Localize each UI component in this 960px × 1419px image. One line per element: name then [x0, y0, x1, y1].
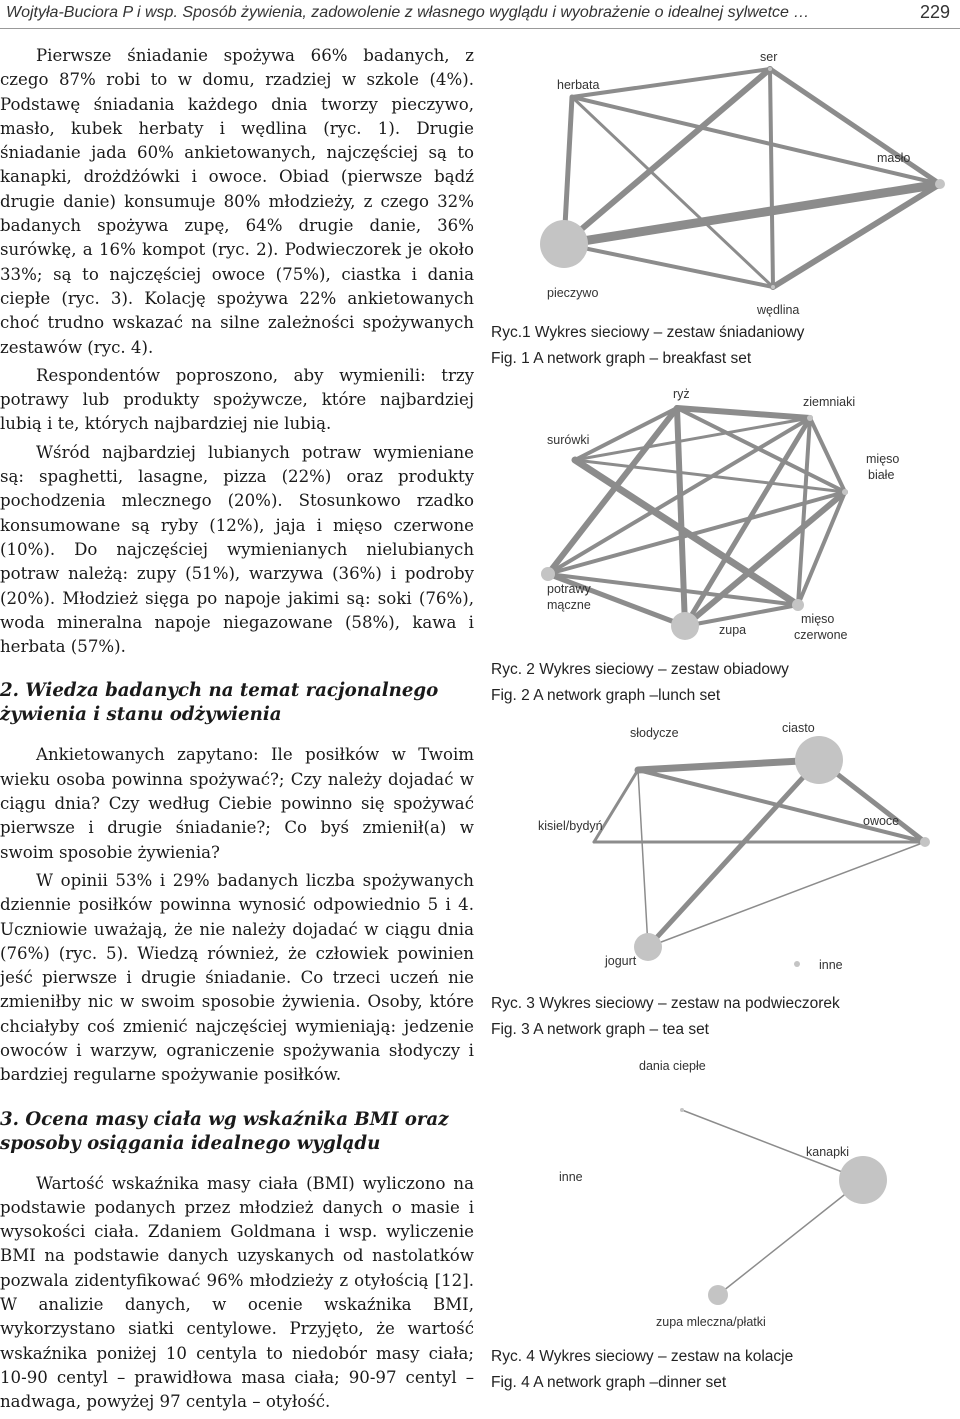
- edge-ziemniaki-mieso-biale: [810, 418, 845, 492]
- label-ciasto: ciasto: [782, 721, 815, 735]
- node-pieczywo: [540, 220, 588, 268]
- node-kanapki: [839, 1156, 887, 1204]
- label-mieso-biale-2: białe: [868, 468, 895, 482]
- label-jogurt: jogurt: [605, 954, 637, 968]
- edge-kanapki-zupa: [718, 1180, 863, 1295]
- running-title: Wojtyła-Buciora P i wsp. Sposób żywienia, zadowolenie z własnego wyglądu i wyobrażenie o idealnej sylwetce …: [6, 4, 810, 21]
- edge-slodycze-ciasto: [638, 760, 819, 770]
- edge-herbata-maslo: [572, 97, 940, 184]
- figure-2-lunch-network: [485, 380, 960, 660]
- label-kisiel: kisiel/bydyń: [538, 819, 603, 833]
- header-rule: [0, 28, 960, 29]
- node-ziemniaki: [807, 415, 813, 421]
- label-owoce: owoce: [863, 814, 900, 828]
- label-mieso-biale-1: mięso: [866, 452, 900, 466]
- figure-2-caption-pl: Ryc. 2 Wykres sieciowy – zestaw obiadowy: [491, 661, 789, 678]
- node-zupa: [671, 612, 699, 640]
- label-zupa-mleczna: zupa mleczna/płatki: [656, 1315, 766, 1329]
- label-slodycze: słodycze: [630, 726, 679, 740]
- node-mieso-czerwone: [792, 599, 804, 611]
- paragraph-meal-count: W opinii 53% i 29% badanych liczba spożywanych dziennie posiłków powinna wynosić odpowiednio 5 i 4. Uczniowie uważają, że nie należy dojadać w ciągu dnia (76%) (ryc. 5). Wiedzą również, że człowiek powinien jeść pierwsze i drugie śniadanie. Co trzeci uczeń nie zmieniłby nic w swoim sposobie żywienia. Osoby, które chciałyby coś zmienić najczęściej wymieniają: jedzenie owoców i warzyw, ograniczenie spożywania słodyczy i bardziej regularne spożywanie posiłków.: [0, 870, 474, 1085]
- node-maslo: [935, 179, 945, 189]
- label-potrawy-2: mączne: [547, 598, 591, 612]
- label-potrawy-1: potrawy: [547, 582, 591, 596]
- label-zupa: zupa: [719, 623, 747, 637]
- node-jogurt: [634, 933, 662, 961]
- figure-1-caption-en: Fig. 1 A network graph – breakfast set: [491, 350, 752, 367]
- node-inne: [794, 961, 800, 967]
- node-mieso-biale: [842, 489, 848, 495]
- label-ziemniaki: ziemniaki: [803, 395, 856, 409]
- edge-ciasto-jogurt: [648, 760, 819, 947]
- section-heading-bmi: 3. Ocena masy ciała wg wskaźnika BMI oraz sposoby osiągania idealnego wyglądu: [0, 1108, 449, 1154]
- label-mieso-czerwone-2: czerwone: [794, 628, 848, 642]
- text-column: [0, 44, 474, 1419]
- paragraph-bmi: Wartość wskaźnika masy ciała (BMI) wyliczono na podstawie podanych przez młodzież danych o masie i wysokości ciała. Zdaniem Goldmana i wsp. wyliczenie BMI na podstawie danych uzyskanych od nastolatków pozwala zidentyfikować 96% młodzieży z otyłością [12]. W analizie danych, w ocenie wskaźnika BMI, wykorzystano siatki centylowe. Przyjęto, że wartość wskaźnika poniżej 10 centyla to niedobór masy ciała; 10-90 centyl – prawidłowa masa ciała; 90-97 centyl – nadwaga, powyżej 97 centyla – otyłość.: [0, 1173, 474, 1412]
- figure-4-caption-pl: Ryc. 4 Wykres sieciowy – zestaw na kolacje: [491, 1348, 794, 1365]
- figure-3-caption-en: Fig. 3 A network graph – tea set: [491, 1021, 709, 1038]
- running-header: [0, 0, 960, 26]
- figure-3-graph: [485, 715, 960, 985]
- figure-2-graph: [485, 380, 960, 660]
- label-maslo: masło: [877, 151, 911, 165]
- label-dania-cieple: dania ciepłe: [639, 1059, 706, 1073]
- label-mieso-czerwone-1: mięso: [801, 612, 835, 626]
- node-ser: [768, 67, 772, 71]
- node-potrawy-maczne: [541, 567, 555, 581]
- paragraph-liked-foods: Wśród najbardziej lubianych potraw wymieniane są: spaghetti, lasagne, pizza (22%) oraz produkty pochodzenia mlecznego (20%). Stosunkowo rzadko konsumowane są ryby (12%), jaja i mięso czerwone (10%). Do najczęściej wymienianych nielubianych potraw należą: zupy (51%), warzywa (36%) i podroby (20%). Młodzież sięga po napoje jakimi są: soki (76%), woda mineralna napoje niegazowane (58%), kawa i herbata (57%).: [0, 442, 474, 657]
- figure-2-caption-en: Fig. 2 A network graph –lunch set: [491, 687, 721, 704]
- paragraph-breakfast: Pierwsze śniadanie spożywa 66% badanych, z czego 87% robi to w domu, rzadziej w szkole (4%). Podstawę śniadania każdego dnia tworzy pieczywo, masło, kubek herbaty i wędlina (ryc. 1). Drugie śniadanie jada 60% ankietowanych, najczęściej są to kanapki, drożdżówki i owoce. Obiad (pierwsze bądź drugie danie) konsumuje 80% młodzieży, z czego 32% badanych spożywa zupę, 64% drugie danie, 36% surówkę, a 16% kompot (ryc. 2). Podwieczorek je około 33%; są to najczęściej owoce (75%), ciastka i dania ciepłe (ryc. 3). Kolację spożywa 22% ankietowanych choć trudno wskazać na silne zależności spożywanych zestawów (ryc. 4).: [0, 46, 474, 357]
- label-kanapki: kanapki: [806, 1145, 850, 1159]
- label-ryz: ryż: [673, 387, 690, 401]
- section-heading-knowledge: 2. Wiedza badanych na temat racjonalnego żywienia i stanu odżywienia: [0, 680, 439, 726]
- edge-herbata-wedlina: [572, 97, 773, 287]
- paragraph-questions: Ankietowanych zapytano: Ile posiłków w Twoim wieku osoba powinna spożywać?; Czy należy dojadać w ciągu dnia? Czy według Ciebie powinno się spożywać pierwsze i drugie śniadanie?; Co byś zmienił(a) w swoim sposobie żywienia?: [0, 745, 474, 862]
- node-owoce: [920, 837, 930, 847]
- edge-owoce-jogurt: [648, 842, 925, 947]
- edge-pieczywo-wedlina: [564, 244, 773, 287]
- node-dania-cieple: [680, 1108, 684, 1112]
- label-pieczywo: pieczywo: [547, 286, 599, 300]
- label-ser: ser: [760, 50, 778, 64]
- edge-ser-wedlina: [770, 69, 773, 287]
- edge-ser-maslo: [770, 69, 940, 184]
- figure-3-caption-pl: Ryc. 3 Wykres sieciowy – zestaw na podwieczorek: [491, 995, 840, 1012]
- figure-4-graph: [485, 1050, 960, 1340]
- label-inne: inne: [559, 1170, 583, 1184]
- label-inne: inne: [819, 958, 843, 972]
- figure-3-tea-network: [485, 715, 960, 985]
- paragraph-favourite-foods: Respondentów poproszono, aby wymienili: trzy potrawy lub produkty spożywcze, które najbardziej lubią i te, których najbardziej nie lubią.: [0, 365, 474, 434]
- edge-ziemniaki-zupa: [685, 418, 810, 626]
- node-zupa-mleczna: [708, 1285, 728, 1305]
- label-herbata: herbata: [557, 78, 600, 92]
- edge-slodycze-jogurt: [638, 770, 648, 947]
- figure-1-breakfast-network: [485, 44, 960, 334]
- figure-4-dinner-network: [485, 1050, 960, 1340]
- figure-4-caption-en: Fig. 4 A network graph –dinner set: [491, 1374, 727, 1391]
- node-ciasto: [795, 736, 843, 784]
- label-surowki: surówki: [547, 433, 590, 447]
- node-wedlina: [771, 285, 775, 289]
- label-wedlina: wędlina: [757, 303, 800, 317]
- page-number: 229: [919, 2, 950, 22]
- edge-ryz-mieso-biale: [677, 408, 845, 492]
- figure-1-graph: [485, 44, 960, 334]
- figure-1-caption-pl: Ryc.1 Wykres sieciowy – zestaw śniadaniowy: [491, 324, 805, 341]
